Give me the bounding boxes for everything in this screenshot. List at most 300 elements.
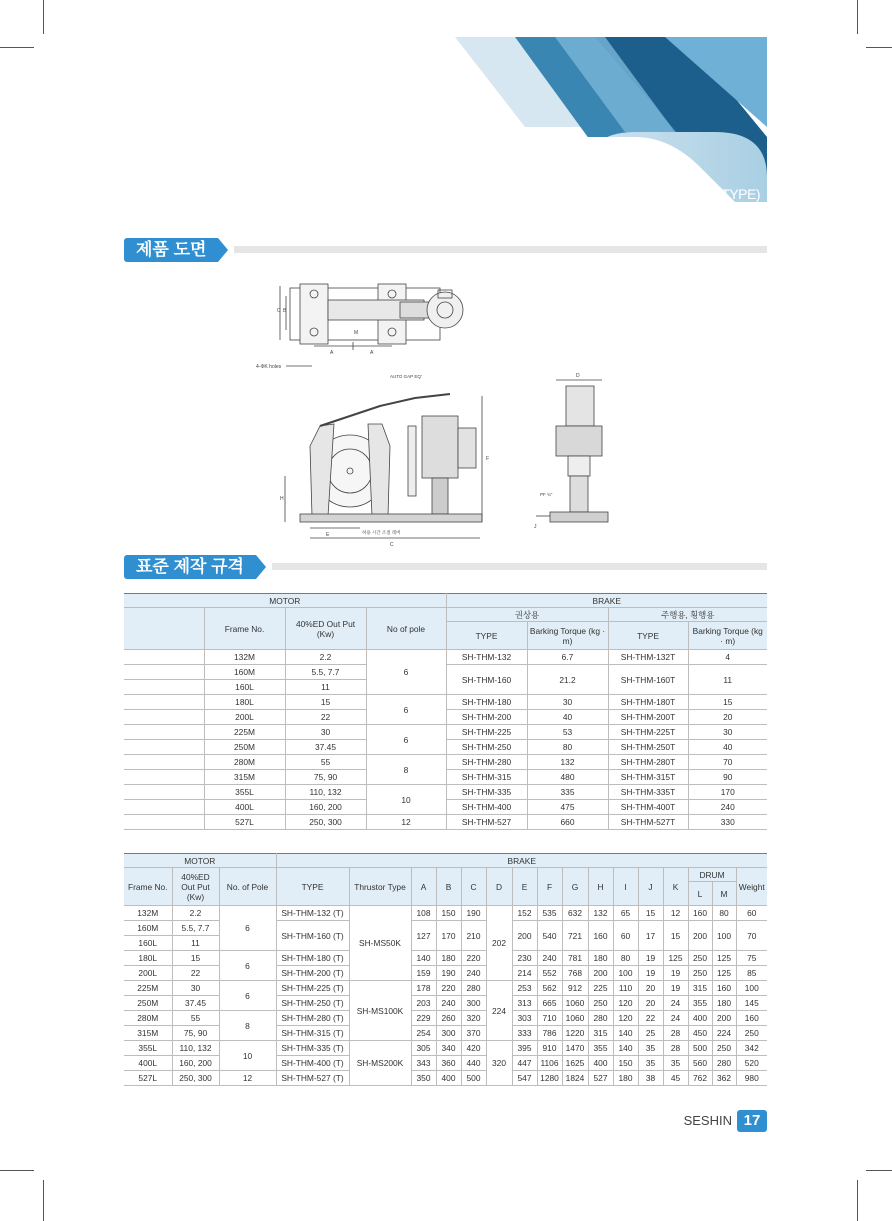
dim-label: B <box>283 308 287 314</box>
dim-label: F <box>486 456 490 462</box>
table-cell: 40 <box>527 710 608 725</box>
table-cell: SH-THM-160T <box>608 665 688 695</box>
table-cell <box>124 785 204 800</box>
table-cell: 53 <box>527 725 608 740</box>
table-cell: 547 <box>512 1071 537 1086</box>
table-cell: 6.7 <box>527 650 608 665</box>
table-cell: 8 <box>366 755 446 785</box>
table-cell: 527 <box>588 1071 613 1086</box>
table-cell: 6 <box>219 981 276 1011</box>
table-cell: 225 <box>588 981 613 996</box>
table-cell: 250M <box>124 996 172 1011</box>
travel-header: 주행용, 횡행용 <box>608 608 767 622</box>
adjust-label: 허용 시간 조절 레버 <box>362 530 401 535</box>
table-cell: 1824 <box>562 1071 588 1086</box>
table-cell: 15 <box>172 951 219 966</box>
table-cell: 15 <box>285 695 366 710</box>
table-cell: 342 <box>736 1041 767 1056</box>
table-cell <box>124 755 204 770</box>
table-cell: 313 <box>512 996 537 1011</box>
table-cell: 10 <box>219 1041 276 1071</box>
table-cell: 25 <box>638 1026 663 1041</box>
table-cell: SH-THM-315T <box>608 770 688 785</box>
table-cell <box>124 680 204 695</box>
output-header: 40%ED Out Put (Kw) <box>172 868 219 906</box>
table-cell: 20 <box>688 710 767 725</box>
table-cell: 19 <box>663 966 688 981</box>
table-cell: 120 <box>613 1011 638 1026</box>
table-cell: 80 <box>613 951 638 966</box>
table-cell: 230 <box>512 951 537 966</box>
table-cell: SH-THM-132 <box>446 650 527 665</box>
table-cell: 160M <box>124 921 172 936</box>
table-cell: 253 <box>512 981 537 996</box>
table-cell: 1470 <box>562 1041 588 1056</box>
table-cell: 160 <box>712 981 736 996</box>
table-cell: 225M <box>124 981 172 996</box>
table-cell: 15 <box>638 906 663 921</box>
table-cell: 665 <box>537 996 562 1011</box>
crop-mark <box>43 0 44 34</box>
table-cell: 527L <box>204 815 285 830</box>
table-cell: 127 <box>411 921 436 951</box>
table-cell: 37.45 <box>285 740 366 755</box>
table-cell: 35 <box>638 1056 663 1071</box>
table-cell <box>124 650 204 665</box>
dim-header: B <box>436 868 461 906</box>
table-cell: 250, 300 <box>172 1071 219 1086</box>
dim-header: H <box>588 868 613 906</box>
frame-header: Frame No. <box>204 608 285 650</box>
table-cell: 721 <box>562 921 588 951</box>
table-cell: 11 <box>688 665 767 695</box>
table-cell: 110, 132 <box>285 785 366 800</box>
table-cell: SH-THM-250 <box>446 740 527 755</box>
table-cell <box>124 770 204 785</box>
table-cell: 160, 200 <box>172 1056 219 1071</box>
table-cell: 560 <box>688 1056 712 1071</box>
table-cell: 55 <box>172 1011 219 1026</box>
table-cell: SH-THM-225T <box>608 725 688 740</box>
table-cell: 210 <box>461 921 486 951</box>
dim-label: C <box>277 308 281 314</box>
table-cell: 30 <box>688 725 767 740</box>
crop-mark <box>0 1170 34 1171</box>
dim-label: A <box>330 350 334 356</box>
table-cell: 180L <box>204 695 285 710</box>
table-cell: 160, 200 <box>285 800 366 815</box>
table-cell: 260 <box>436 1011 461 1026</box>
table-cell: 240 <box>461 966 486 981</box>
table-cell <box>124 740 204 755</box>
table-cell: 980 <box>736 1071 767 1086</box>
table-cell: 170 <box>436 921 461 951</box>
table-cell: 2.2 <box>172 906 219 921</box>
table-cell: 4 <box>688 650 767 665</box>
table-cell: 400L <box>124 1056 172 1071</box>
table-cell: SH-THM-527 <box>446 815 527 830</box>
table-cell: 280 <box>461 981 486 996</box>
table-cell: 140 <box>613 1041 638 1056</box>
crop-mark <box>857 0 858 34</box>
table-cell: SH-THM-250 (T) <box>276 996 349 1011</box>
table-cell: SH-THM-335T <box>608 785 688 800</box>
table-cell: SH-THM-527T <box>608 815 688 830</box>
table-cell: 132M <box>124 906 172 921</box>
table-cell: 108 <box>411 906 436 921</box>
table-cell: 910 <box>537 1041 562 1056</box>
table-cell: 762 <box>688 1071 712 1086</box>
table-cell: 200L <box>204 710 285 725</box>
table-cell: 710 <box>537 1011 562 1026</box>
table-cell: 527L <box>124 1071 172 1086</box>
brake-torque-table <box>124 593 767 830</box>
table-cell: 400 <box>588 1056 613 1071</box>
table-cell: 22 <box>172 966 219 981</box>
table-cell: 80 <box>712 906 736 921</box>
output-header: 40%ED Out Put (Kw) <box>285 608 366 650</box>
dim-header: D <box>486 868 512 906</box>
brake-header: BRAKE <box>446 594 767 608</box>
table-cell: SH-THM-335 (T) <box>276 1041 349 1056</box>
table-cell: 160 <box>688 906 712 921</box>
motor-header: MOTOR <box>124 854 276 868</box>
dim-header: K <box>663 868 688 906</box>
table-cell: 125 <box>663 951 688 966</box>
table-cell: 254 <box>411 1026 436 1041</box>
section-bar <box>234 246 767 253</box>
table-cell: 370 <box>461 1026 486 1041</box>
table-cell: 30 <box>172 981 219 996</box>
torque-header: Barking Torque (kg · m) <box>527 622 608 650</box>
table-cell: SH-THM-180T <box>608 695 688 710</box>
table-cell: 333 <box>512 1026 537 1041</box>
table-cell: 420 <box>461 1041 486 1056</box>
table-cell: SH-THM-315 <box>446 770 527 785</box>
table-cell: 152 <box>512 906 537 921</box>
table-cell: 45 <box>663 1071 688 1086</box>
table-cell: 320 <box>461 1011 486 1026</box>
table-cell: 335 <box>527 785 608 800</box>
table-cell: 220 <box>436 981 461 996</box>
auto-gap-label: AUTO GAP EQ' <box>390 374 422 379</box>
table-cell: 125 <box>712 951 736 966</box>
pole-header: No of pole <box>366 608 446 650</box>
table-cell: 202 <box>486 906 512 981</box>
table-cell: SH-THM-225 (T) <box>276 981 349 996</box>
table-cell: 6 <box>219 951 276 981</box>
table-cell: 220 <box>461 951 486 966</box>
table-cell: 355L <box>204 785 285 800</box>
table-cell: 40 <box>688 740 767 755</box>
table-cell: 1280 <box>537 1071 562 1086</box>
drum-header: DRUM <box>688 868 736 882</box>
table-cell: 355 <box>588 1041 613 1056</box>
dim-header: F <box>537 868 562 906</box>
table-cell: 20 <box>638 996 663 1011</box>
table-cell: 11 <box>285 680 366 695</box>
table-cell: 160M <box>204 665 285 680</box>
table-cell: 30 <box>527 695 608 710</box>
table-cell: 250M <box>204 740 285 755</box>
table-cell: 280 <box>712 1056 736 1071</box>
table-cell: 145 <box>736 996 767 1011</box>
table-cell: 200 <box>712 1011 736 1026</box>
table-cell: 132 <box>588 906 613 921</box>
dimension-table <box>124 853 767 1086</box>
table-cell: 20 <box>638 981 663 996</box>
table-cell: SH-THM-200 <box>446 710 527 725</box>
table-cell: 240 <box>537 951 562 966</box>
table-cell: 440 <box>461 1056 486 1071</box>
drum-m-header: M <box>712 882 736 906</box>
table-cell: 250 <box>712 1041 736 1056</box>
type-header: TYPE <box>276 868 349 906</box>
table-cell: 240 <box>436 996 461 1011</box>
table-cell: 180 <box>613 1071 638 1086</box>
table-cell: 214 <box>512 966 537 981</box>
table-cell: SH-THM-132 (T) <box>276 906 349 921</box>
weight-header: Weight <box>736 868 767 906</box>
table-cell: 190 <box>461 906 486 921</box>
motor-header: MOTOR <box>124 594 446 608</box>
hoist-header: 권상용 <box>446 608 608 622</box>
pill-arrow <box>212 238 228 262</box>
dim-header: C <box>461 868 486 906</box>
table-cell: 90 <box>688 770 767 785</box>
table-cell: SH-THM-250T <box>608 740 688 755</box>
table-cell: SH-THM-200T <box>608 710 688 725</box>
table-cell: 1060 <box>562 1011 588 1026</box>
table-cell: SH-THM-400 <box>446 800 527 815</box>
table-cell: 660 <box>527 815 608 830</box>
crop-mark <box>866 1170 892 1171</box>
table-cell: 315 <box>588 1026 613 1041</box>
table-cell: 35 <box>663 1056 688 1071</box>
table-cell: 180 <box>588 951 613 966</box>
table-cell: 250 <box>588 996 613 1011</box>
table-cell: 65 <box>613 906 638 921</box>
table-cell: 400L <box>204 800 285 815</box>
technical-drawing <box>250 276 630 551</box>
table-cell: 37.45 <box>172 996 219 1011</box>
table-cell: 768 <box>562 966 588 981</box>
table-cell: SH-THM-280 (T) <box>276 1011 349 1026</box>
table-cell: 250 <box>736 1026 767 1041</box>
table-cell: 540 <box>537 921 562 951</box>
table-cell: 340 <box>436 1041 461 1056</box>
table-cell: 75, 90 <box>172 1026 219 1041</box>
section-title: 표준 제작 규격 <box>124 555 254 579</box>
section-bar <box>272 563 767 570</box>
table-cell: 38 <box>638 1071 663 1086</box>
table-cell: 500 <box>688 1041 712 1056</box>
table-cell: 22 <box>638 1011 663 1026</box>
table-cell: SH-THM-180 <box>446 695 527 710</box>
dim-header: J <box>638 868 663 906</box>
table-cell: 224 <box>712 1026 736 1041</box>
table-cell <box>124 800 204 815</box>
pill-arrow <box>250 555 266 579</box>
table-cell: SH-THM-315 (T) <box>276 1026 349 1041</box>
table-cell: 5.5, 7.7 <box>172 921 219 936</box>
table-cell: 10 <box>366 785 446 815</box>
table-cell: 24 <box>663 996 688 1011</box>
table-cell: SH-THM-225 <box>446 725 527 740</box>
table-cell: 19 <box>638 966 663 981</box>
table-cell: 17 <box>638 921 663 951</box>
thrustor-header: Thrustor Type <box>349 868 411 906</box>
table-cell: SH-THM-160 (T) <box>276 921 349 951</box>
table-cell: 1625 <box>562 1056 588 1071</box>
table-cell: 552 <box>537 966 562 981</box>
table-cell: SH-THM-280 <box>446 755 527 770</box>
drum-l-header: L <box>688 882 712 906</box>
table-cell: 150 <box>613 1056 638 1071</box>
table-cell: 6 <box>366 695 446 725</box>
table-cell: 70 <box>736 921 767 951</box>
table-cell: 1060 <box>562 996 588 1011</box>
table-cell: 110, 132 <box>172 1041 219 1056</box>
table-cell: 178 <box>411 981 436 996</box>
table-cell <box>124 725 204 740</box>
footer-brand: SESHIN <box>683 1113 732 1128</box>
frame-header: Frame No. <box>124 868 172 906</box>
table-cell: 303 <box>512 1011 537 1026</box>
page-number: 17 <box>737 1110 767 1132</box>
table-cell: 80 <box>527 740 608 755</box>
table-cell: 1220 <box>562 1026 588 1041</box>
table-cell: 100 <box>736 981 767 996</box>
table-cell: 70 <box>688 755 767 770</box>
crop-mark <box>43 1180 44 1221</box>
torque-header: Barking Torque (kg · m) <box>688 622 767 650</box>
section-title: 제품 도면 <box>124 238 216 262</box>
dim-label: J <box>534 524 537 530</box>
dim-header: E <box>512 868 537 906</box>
table-cell: 60 <box>613 921 638 951</box>
table-cell: 132M <box>204 650 285 665</box>
crop-mark <box>857 1180 858 1221</box>
table-cell: 250 <box>688 951 712 966</box>
table-cell: 75 <box>736 951 767 966</box>
pf-label: PF ¾" <box>540 492 553 497</box>
table-cell: 28 <box>663 1026 688 1041</box>
table-cell: 15 <box>663 921 688 951</box>
table-cell: 11 <box>172 936 219 951</box>
table-cell: 315 <box>688 981 712 996</box>
table-cell: 159 <box>411 966 436 981</box>
table-cell: 24 <box>663 1011 688 1026</box>
table-cell: SH-THM-527 (T) <box>276 1071 349 1086</box>
table-cell: 120 <box>613 996 638 1011</box>
table-cell: 6 <box>366 650 446 695</box>
brake-header: BRAKE <box>276 854 767 868</box>
dim-header: G <box>562 868 588 906</box>
type-header: TYPE <box>446 622 527 650</box>
table-cell: 229 <box>411 1011 436 1026</box>
table-cell: 21.2 <box>527 665 608 695</box>
dim-label: E <box>326 532 330 538</box>
table-cell: 315M <box>124 1026 172 1041</box>
table-cell: SH-MS200K <box>349 1041 411 1086</box>
blank-header <box>124 608 204 650</box>
table-cell: 320 <box>486 1041 512 1086</box>
table-cell: 180L <box>124 951 172 966</box>
table-cell <box>124 695 204 710</box>
table-cell: 250, 300 <box>285 815 366 830</box>
header-graphic <box>455 37 767 202</box>
table-cell: 355L <box>124 1041 172 1056</box>
table-cell: SH-THM-280T <box>608 755 688 770</box>
table-cell: 170 <box>688 785 767 800</box>
holes-label: 4-ΦK holes <box>256 364 282 370</box>
table-cell: 280 <box>588 1011 613 1026</box>
page-subtitle: SH-TH-BRAKE(MAGNETIC TYPE) <box>554 186 760 202</box>
table-cell: 400 <box>688 1011 712 1026</box>
table-cell: 362 <box>712 1071 736 1086</box>
table-cell <box>124 815 204 830</box>
table-cell: SH-MS50K <box>349 906 411 981</box>
table-cell: 447 <box>512 1056 537 1071</box>
table-cell: 400 <box>436 1071 461 1086</box>
table-cell: 562 <box>537 981 562 996</box>
table-cell: 225M <box>204 725 285 740</box>
table-cell: 22 <box>285 710 366 725</box>
table-cell: 480 <box>527 770 608 785</box>
table-cell: 500 <box>461 1071 486 1086</box>
table-cell: 19 <box>638 951 663 966</box>
table-cell: 190 <box>436 966 461 981</box>
table-cell: 350 <box>411 1071 436 1086</box>
dim-header: A <box>411 868 436 906</box>
table-cell: 6 <box>219 906 276 951</box>
table-cell: 12 <box>219 1071 276 1086</box>
table-cell: SH-THM-180 (T) <box>276 951 349 966</box>
table-cell: 110 <box>613 981 638 996</box>
table-cell: 6 <box>366 725 446 755</box>
table-cell <box>124 665 204 680</box>
dim-label: M <box>354 330 359 336</box>
table-cell: 8 <box>219 1011 276 1041</box>
table-cell: 55 <box>285 755 366 770</box>
table-cell: 360 <box>436 1056 461 1071</box>
table-cell: 912 <box>562 981 588 996</box>
table-cell: 200 <box>588 966 613 981</box>
table-cell: 1106 <box>537 1056 562 1071</box>
dim-label: H <box>280 496 284 502</box>
table-cell: SH-THM-400T <box>608 800 688 815</box>
table-cell: 75, 90 <box>285 770 366 785</box>
table-cell: 200 <box>688 921 712 951</box>
section-heading-drawing <box>124 238 767 262</box>
table-cell: 224 <box>486 981 512 1041</box>
table-cell: 60 <box>736 906 767 921</box>
table-cell: SH-THM-400 (T) <box>276 1056 349 1071</box>
table-cell: 140 <box>613 1026 638 1041</box>
table-cell: 450 <box>688 1026 712 1041</box>
table-cell: 280M <box>124 1011 172 1026</box>
table-cell: 200 <box>512 921 537 951</box>
table-cell: 15 <box>688 695 767 710</box>
table-cell: 520 <box>736 1056 767 1071</box>
table-cell: 100 <box>613 966 638 981</box>
crop-mark <box>0 47 34 48</box>
table-cell: 180 <box>712 996 736 1011</box>
pole-header: No. of Pole <box>219 868 276 906</box>
table-cell: 315M <box>204 770 285 785</box>
table-cell: 300 <box>461 996 486 1011</box>
